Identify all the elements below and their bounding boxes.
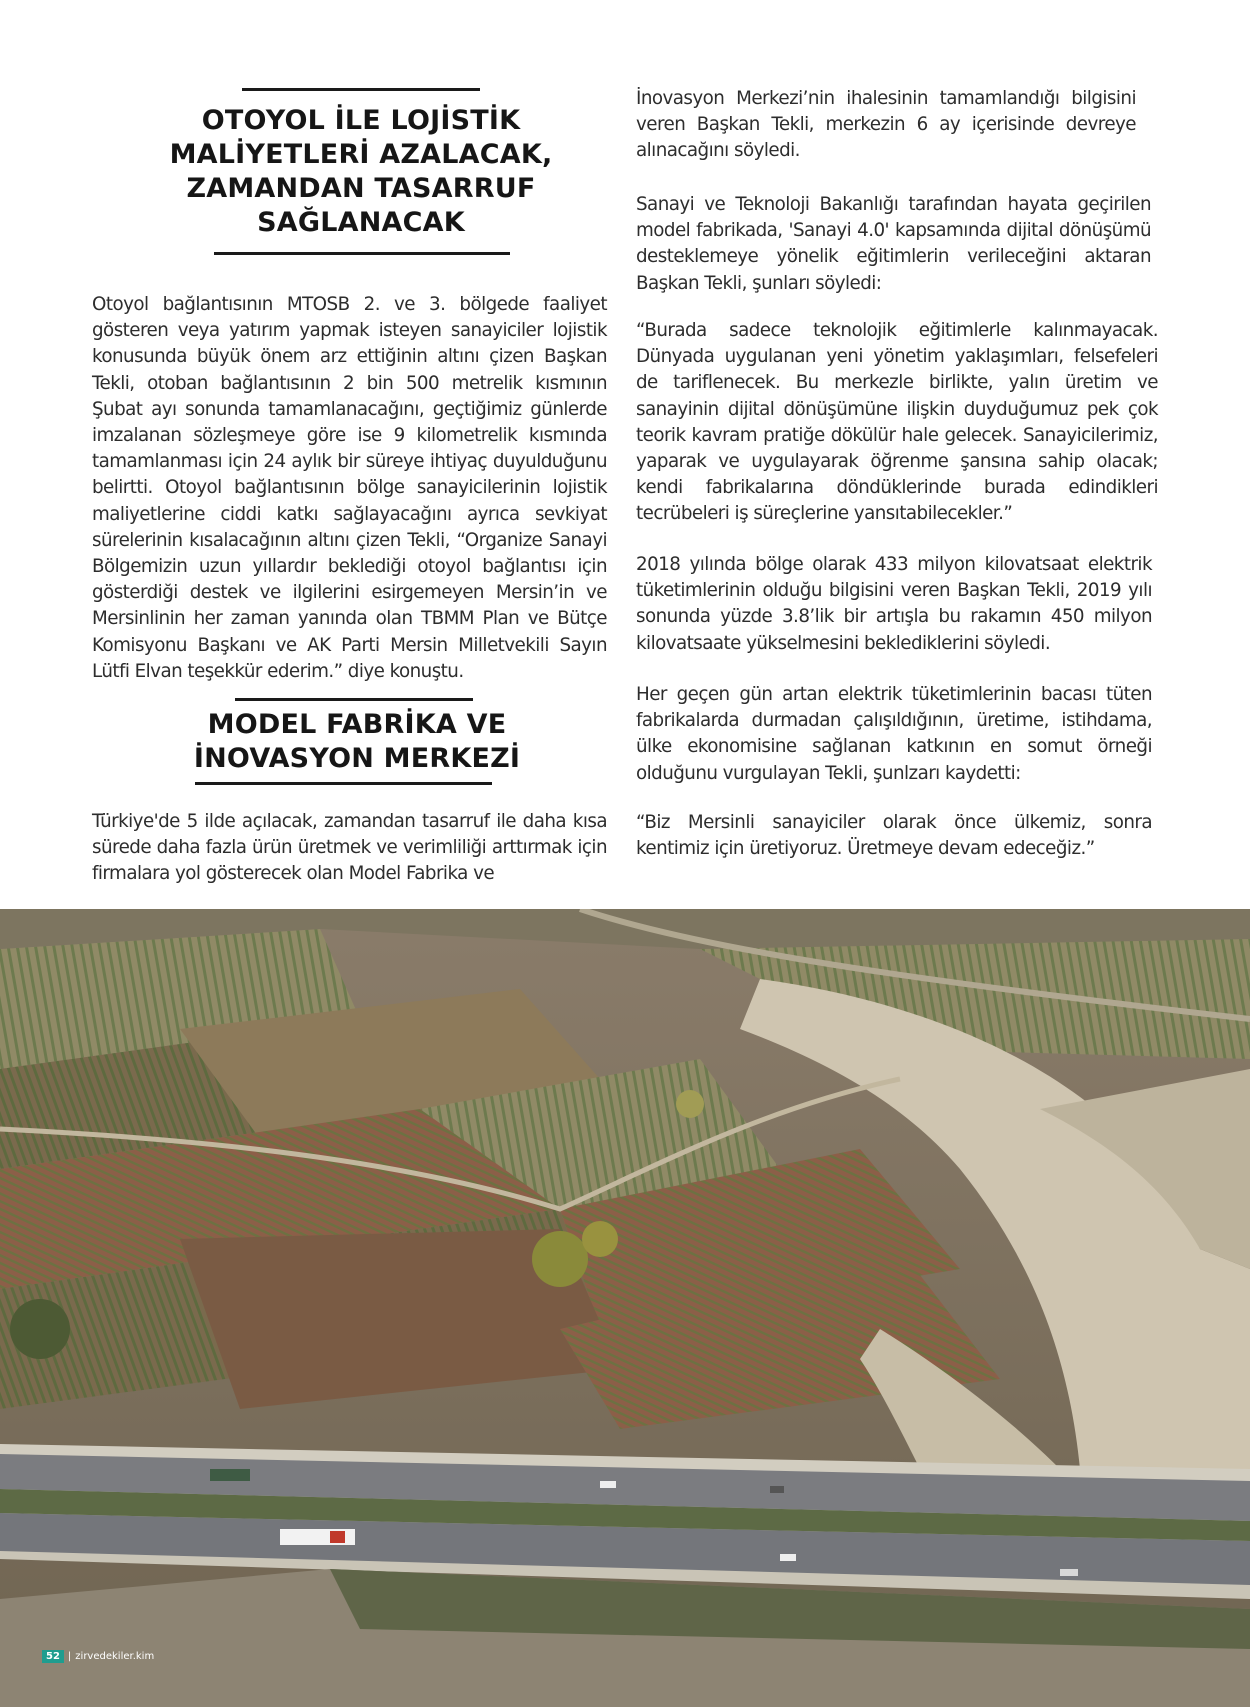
heading1-top-rule [242,88,480,91]
heading2-line2: İNOVASYON MERKEZİ [193,743,521,774]
article-paragraph: Her geçen gün artan elektrik tüketimlerinin bacası tüten fabrikalarda durmadan çalışıldığının, üretime, istihdama, ülke ekonomisine sağlanan katkının en somut örneği olduğunu vurgulayan Tekli, şunlzarı kaydetti: [636,684,1152,784]
page-footer [42,1650,154,1663]
article-paragraph: Otoyol bağlantısının MTOSB 2. ve 3. bölgede faaliyet gösteren veya yatırım yapmak isteyen sanayiciler lojistik konusunda büyük önem arz ettiğinin altını çizen Başkan Tekli, otoban bağlantısının 2 bin 500 metrelik kısmının Şubat ayı sonunda tamamlanacağını, geçtiğimiz günlerde imzalanan sözleşmeye göre ise 9 kilometrelik kısmında tamamlanması için 24 aylık bir süreye ihtiyaç duyulduğunu belirtti. Otoyol bağlantısının bölge sanayicilerinin lojistik maliyetlerine ciddi katkı sağlayacağını ayrıca sevkiyat sürelerinin kısalacağının altını çizen Tekli, “Organize Sanayi Bölgemizin uzun yıllardır beklediği otoyol bağlantısı için gösterdiği destek ve ilgilerini esirgemeyen Mersin’in ve Mersinlinin her zaman yanında olan TBMM Plan ve Bütçe Komisyonu Başkanı ve AK Parti Mersin Milletvekili Sayın Lütfi Elvan teşekkür ederim.” diye konuştu. [92,294,607,682]
aerial-highway-photo [0,909,1250,1707]
footer-site[interactable]: zirvedekiler.kim [75,1651,155,1662]
heading2-top-rule [235,698,473,701]
aerial-photo-illustration [0,909,1250,1707]
heading1-bottom-rule [214,252,510,255]
article-paragraph: “Burada sadece teknolojik eğitimlerle kalınmayacak. Dünyada uygulanan yeni yönetim yaklaşımları, felsefeleri de tariflenecek. Bu merkezle birlikte, yalın üretim ve sanayinin dijital dönüşümüne ilişkin duyduğumuz pek çok teorik kavram pratiğe dökülür hale gelecek. Sanayicilerimiz, yaparak ve uygulayarak öğrenme şansına sahip olacak; kendi fabrikalarına döndüklerinde burada edindikleri tecrübeleri iş süreçlerine yansıtabilecekler.” [636,320,1158,525]
heading1-line2: MALİYETLERİ AZALACAK, [169,139,553,170]
article-paragraph: “Biz Mersinli sanayiciler olarak önce ülkemiz, sonra kentimiz için üretiyoruz. Üretmeye devam edeceğiz.” [636,812,1152,860]
article-paragraph: Sanayi ve Teknoloji Bakanlığı tarafından hayata geçirilen model fabrikada, 'Sanayi 4.0' kapsamında dijital dönüşümü desteklemeye yönelik eğitimlerin verileceğini aktaran Başkan Tekli, şunları söyledi: [636,194,1151,294]
heading1-line1: OTOYOL İLE LOJİSTİK [201,105,521,136]
footer-separator: | [67,1651,72,1662]
article-paragraph: Türkiye'de 5 ilde açılacak, zamandan tasarruf ile daha kısa sürede daha fazla ürün üretmek ve verimliliği arttırmak için firmalara yol gösterecek olan Model Fabrika ve [92,811,607,885]
heading1-line4: SAĞLANACAK [257,207,465,238]
article-paragraph: İnovasyon Merkezi’nin ihalesinin tamamlandığı bilgisini veren Başkan Tekli, merkezin 6 ay içerisinde devreye alınacağını söyledi. [636,88,1136,162]
heading2-bottom-rule [195,782,492,785]
page-number: 52 [42,1650,64,1663]
article-paragraph: 2018 yılında bölge olarak 433 milyon kilovatsaat elektrik tüketimlerinin olduğu bilgisini veren Başkan Tekli, 2019 yılı sonunda yüzde 3.8’lik bir artışla bu rakamın 450 milyon kilovatsaate yükselmesini beklediklerini söyledi. [636,554,1152,654]
heading2-line1: MODEL FABRİKA VE [207,709,507,740]
heading1-line3: ZAMANDAN TASARRUF [186,173,536,204]
heading-otoyol [92,104,630,240]
heading-model-fabrika [92,708,622,776]
